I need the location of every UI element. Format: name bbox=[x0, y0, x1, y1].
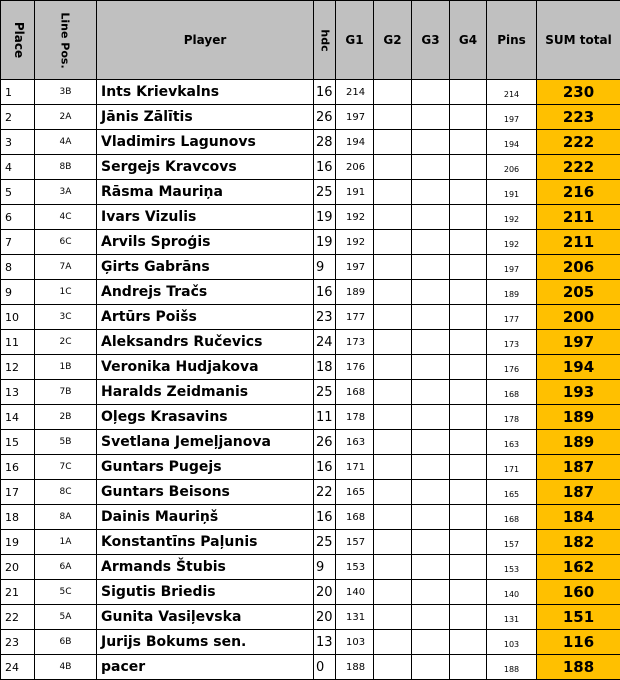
pins-cell: 171 bbox=[487, 455, 537, 480]
player-name: Dainis Mauriņš bbox=[97, 505, 314, 530]
g1-cell: 171 bbox=[336, 455, 374, 480]
place-cell: 6 bbox=[1, 205, 35, 230]
player-name: Artūrs Poišs bbox=[97, 305, 314, 330]
g2-cell bbox=[374, 530, 412, 555]
sum-total-cell: 189 bbox=[537, 405, 620, 430]
g3-cell bbox=[412, 205, 450, 230]
g2-cell bbox=[374, 555, 412, 580]
pins-cell: 103 bbox=[487, 630, 537, 655]
line-pos-cell: 2B bbox=[35, 405, 97, 430]
line-pos-cell: 6C bbox=[35, 230, 97, 255]
table-row bbox=[1, 80, 620, 105]
table-row bbox=[1, 580, 620, 605]
line-pos-cell: 1A bbox=[35, 530, 97, 555]
pins-cell: 178 bbox=[487, 405, 537, 430]
hdc-cell: 0 bbox=[314, 655, 336, 680]
place-cell: 14 bbox=[1, 405, 35, 430]
line-pos-cell: 5C bbox=[35, 580, 97, 605]
table-row bbox=[1, 655, 620, 680]
line-pos-cell: 7B bbox=[35, 380, 97, 405]
g1-cell: 189 bbox=[336, 280, 374, 305]
g2-cell bbox=[374, 655, 412, 680]
player-name: Rāsma Mauriņa bbox=[97, 180, 314, 205]
g4-cell bbox=[450, 180, 487, 205]
g4-cell bbox=[450, 555, 487, 580]
line-pos-cell: 4B bbox=[35, 655, 97, 680]
table-row bbox=[1, 280, 620, 305]
g1-cell: 192 bbox=[336, 230, 374, 255]
pins-cell: 163 bbox=[487, 430, 537, 455]
g2-cell bbox=[374, 80, 412, 105]
g2-cell bbox=[374, 630, 412, 655]
results-body bbox=[1, 80, 620, 680]
table-row bbox=[1, 305, 620, 330]
g1-cell: 178 bbox=[336, 405, 374, 430]
hdc-cell: 19 bbox=[314, 230, 336, 255]
hdc-cell: 16 bbox=[314, 155, 336, 180]
table-row bbox=[1, 605, 620, 630]
player-name: Sergejs Kravcovs bbox=[97, 155, 314, 180]
line-pos-cell: 5B bbox=[35, 430, 97, 455]
g2-cell bbox=[374, 130, 412, 155]
player-name: Arvils Sproģis bbox=[97, 230, 314, 255]
g1-cell: 176 bbox=[336, 355, 374, 380]
sum-total-cell: 211 bbox=[537, 205, 620, 230]
header-g3: G3 bbox=[412, 1, 450, 80]
g1-cell: 153 bbox=[336, 555, 374, 580]
header-g1: G1 bbox=[336, 1, 374, 80]
g2-cell bbox=[374, 205, 412, 230]
place-cell: 12 bbox=[1, 355, 35, 380]
line-pos-cell: 4A bbox=[35, 130, 97, 155]
g4-cell bbox=[450, 80, 487, 105]
g3-cell bbox=[412, 405, 450, 430]
pins-cell: 206 bbox=[487, 155, 537, 180]
place-cell: 23 bbox=[1, 630, 35, 655]
g4-cell bbox=[450, 430, 487, 455]
g4-cell bbox=[450, 330, 487, 355]
g2-cell bbox=[374, 330, 412, 355]
g1-cell: 163 bbox=[336, 430, 374, 455]
g1-cell: 103 bbox=[336, 630, 374, 655]
g4-cell bbox=[450, 105, 487, 130]
g3-cell bbox=[412, 630, 450, 655]
place-cell: 10 bbox=[1, 305, 35, 330]
pins-cell: 188 bbox=[487, 655, 537, 680]
table-row bbox=[1, 155, 620, 180]
pins-cell: 176 bbox=[487, 355, 537, 380]
g1-cell: 168 bbox=[336, 505, 374, 530]
player-name: pacer bbox=[97, 655, 314, 680]
line-pos-cell: 5A bbox=[35, 605, 97, 630]
sum-total-cell: 216 bbox=[537, 180, 620, 205]
g2-cell bbox=[374, 305, 412, 330]
player-name: Guntars Pugejs bbox=[97, 455, 314, 480]
pins-cell: 157 bbox=[487, 530, 537, 555]
hdc-cell: 24 bbox=[314, 330, 336, 355]
table-row bbox=[1, 355, 620, 380]
header-g2: G2 bbox=[374, 1, 412, 80]
g4-cell bbox=[450, 255, 487, 280]
hdc-cell: 9 bbox=[314, 555, 336, 580]
g3-cell bbox=[412, 555, 450, 580]
place-cell: 3 bbox=[1, 130, 35, 155]
hdc-cell: 25 bbox=[314, 180, 336, 205]
g4-cell bbox=[450, 530, 487, 555]
sum-total-cell: 151 bbox=[537, 605, 620, 630]
pins-cell: 168 bbox=[487, 380, 537, 405]
line-pos-cell: 4C bbox=[35, 205, 97, 230]
g1-cell: 168 bbox=[336, 380, 374, 405]
table-row bbox=[1, 430, 620, 455]
pins-cell: 168 bbox=[487, 505, 537, 530]
place-cell: 24 bbox=[1, 655, 35, 680]
g4-cell bbox=[450, 455, 487, 480]
hdc-cell: 28 bbox=[314, 130, 336, 155]
g3-cell bbox=[412, 80, 450, 105]
line-pos-cell: 7A bbox=[35, 255, 97, 280]
g3-cell bbox=[412, 505, 450, 530]
place-cell: 7 bbox=[1, 230, 35, 255]
line-pos-cell: 2A bbox=[35, 105, 97, 130]
sum-total-cell: 206 bbox=[537, 255, 620, 280]
table-row bbox=[1, 555, 620, 580]
player-name: Veronika Hudjakova bbox=[97, 355, 314, 380]
place-cell: 21 bbox=[1, 580, 35, 605]
g4-cell bbox=[450, 480, 487, 505]
g2-cell bbox=[374, 455, 412, 480]
line-pos-cell: 1C bbox=[35, 280, 97, 305]
line-pos-cell: 8A bbox=[35, 505, 97, 530]
g3-cell bbox=[412, 530, 450, 555]
g3-cell bbox=[412, 230, 450, 255]
place-cell: 11 bbox=[1, 330, 35, 355]
table-row bbox=[1, 530, 620, 555]
g3-cell bbox=[412, 130, 450, 155]
sum-total-cell: 223 bbox=[537, 105, 620, 130]
g3-cell bbox=[412, 605, 450, 630]
place-cell: 22 bbox=[1, 605, 35, 630]
header-line-pos: Line Pos. bbox=[35, 1, 97, 80]
g3-cell bbox=[412, 330, 450, 355]
table-row bbox=[1, 380, 620, 405]
sum-total-cell: 193 bbox=[537, 380, 620, 405]
player-name: Ģirts Gabrāns bbox=[97, 255, 314, 280]
table-row bbox=[1, 630, 620, 655]
sum-total-cell: 182 bbox=[537, 530, 620, 555]
line-pos-cell: 3B bbox=[35, 80, 97, 105]
hdc-cell: 20 bbox=[314, 605, 336, 630]
line-pos-cell: 6B bbox=[35, 630, 97, 655]
hdc-cell: 13 bbox=[314, 630, 336, 655]
sum-total-cell: 188 bbox=[537, 655, 620, 680]
table-row bbox=[1, 330, 620, 355]
g1-cell: 206 bbox=[336, 155, 374, 180]
g4-cell bbox=[450, 405, 487, 430]
player-name: Aleksandrs Ručevics bbox=[97, 330, 314, 355]
player-name: Sigutis Briedis bbox=[97, 580, 314, 605]
g1-cell: 191 bbox=[336, 180, 374, 205]
g2-cell bbox=[374, 580, 412, 605]
g3-cell bbox=[412, 480, 450, 505]
line-pos-cell: 6A bbox=[35, 555, 97, 580]
place-cell: 9 bbox=[1, 280, 35, 305]
g2-cell bbox=[374, 505, 412, 530]
place-cell: 2 bbox=[1, 105, 35, 130]
pins-cell: 173 bbox=[487, 330, 537, 355]
sum-total-cell: 194 bbox=[537, 355, 620, 380]
g2-cell bbox=[374, 480, 412, 505]
g2-cell bbox=[374, 405, 412, 430]
g3-cell bbox=[412, 380, 450, 405]
player-name: Ints Krievkalns bbox=[97, 80, 314, 105]
g3-cell bbox=[412, 455, 450, 480]
place-cell: 19 bbox=[1, 530, 35, 555]
line-pos-cell: 3C bbox=[35, 305, 97, 330]
g1-cell: 197 bbox=[336, 105, 374, 130]
g1-cell: 177 bbox=[336, 305, 374, 330]
g4-cell bbox=[450, 130, 487, 155]
g4-cell bbox=[450, 505, 487, 530]
hdc-cell: 18 bbox=[314, 355, 336, 380]
g3-cell bbox=[412, 355, 450, 380]
player-name: Oļegs Krasavins bbox=[97, 405, 314, 430]
place-cell: 15 bbox=[1, 430, 35, 455]
sum-total-cell: 205 bbox=[537, 280, 620, 305]
g1-cell: 173 bbox=[336, 330, 374, 355]
player-name: Guntars Beisons bbox=[97, 480, 314, 505]
table-row bbox=[1, 130, 620, 155]
header-sum-total: SUM total bbox=[537, 1, 620, 80]
hdc-cell: 20 bbox=[314, 580, 336, 605]
header-g4: G4 bbox=[450, 1, 487, 80]
sum-total-cell: 222 bbox=[537, 130, 620, 155]
pins-cell: 192 bbox=[487, 230, 537, 255]
place-cell: 16 bbox=[1, 455, 35, 480]
g1-cell: 188 bbox=[336, 655, 374, 680]
g3-cell bbox=[412, 255, 450, 280]
g3-cell bbox=[412, 180, 450, 205]
place-cell: 1 bbox=[1, 80, 35, 105]
hdc-cell: 16 bbox=[314, 80, 336, 105]
g4-cell bbox=[450, 380, 487, 405]
hdc-cell: 9 bbox=[314, 255, 336, 280]
table-row bbox=[1, 255, 620, 280]
g3-cell bbox=[412, 655, 450, 680]
g2-cell bbox=[374, 280, 412, 305]
table-row bbox=[1, 480, 620, 505]
g1-cell: 157 bbox=[336, 530, 374, 555]
sum-total-cell: 187 bbox=[537, 480, 620, 505]
sum-total-cell: 222 bbox=[537, 155, 620, 180]
sum-total-cell: 116 bbox=[537, 630, 620, 655]
pins-cell: 131 bbox=[487, 605, 537, 630]
g2-cell bbox=[374, 430, 412, 455]
pins-cell: 177 bbox=[487, 305, 537, 330]
g3-cell bbox=[412, 580, 450, 605]
place-cell: 20 bbox=[1, 555, 35, 580]
g4-cell bbox=[450, 305, 487, 330]
g4-cell bbox=[450, 230, 487, 255]
player-name: Gunita Vasiļevska bbox=[97, 605, 314, 630]
header-pins: Pins bbox=[487, 1, 537, 80]
g1-cell: 194 bbox=[336, 130, 374, 155]
g4-cell bbox=[450, 155, 487, 180]
g3-cell bbox=[412, 280, 450, 305]
header-player: Player bbox=[97, 1, 314, 80]
hdc-cell: 25 bbox=[314, 530, 336, 555]
hdc-cell: 25 bbox=[314, 380, 336, 405]
player-name: Svetlana Jemeļjanova bbox=[97, 430, 314, 455]
table-row bbox=[1, 205, 620, 230]
hdc-cell: 16 bbox=[314, 455, 336, 480]
hdc-cell: 26 bbox=[314, 105, 336, 130]
player-name: Vladimirs Lagunovs bbox=[97, 130, 314, 155]
table-row bbox=[1, 105, 620, 130]
g2-cell bbox=[374, 155, 412, 180]
hdc-cell: 16 bbox=[314, 280, 336, 305]
sum-total-cell: 230 bbox=[537, 80, 620, 105]
g2-cell bbox=[374, 255, 412, 280]
sum-total-cell: 162 bbox=[537, 555, 620, 580]
g3-cell bbox=[412, 105, 450, 130]
hdc-cell: 19 bbox=[314, 205, 336, 230]
sum-total-cell: 200 bbox=[537, 305, 620, 330]
place-cell: 18 bbox=[1, 505, 35, 530]
g1-cell: 131 bbox=[336, 605, 374, 630]
line-pos-cell: 8C bbox=[35, 480, 97, 505]
g1-cell: 214 bbox=[336, 80, 374, 105]
sum-total-cell: 211 bbox=[537, 230, 620, 255]
pins-cell: 197 bbox=[487, 255, 537, 280]
hdc-cell: 11 bbox=[314, 405, 336, 430]
table-row bbox=[1, 405, 620, 430]
g2-cell bbox=[374, 355, 412, 380]
player-name: Jurijs Bokums sen. bbox=[97, 630, 314, 655]
g1-cell: 140 bbox=[336, 580, 374, 605]
player-name: Konstantīns Paļunis bbox=[97, 530, 314, 555]
pins-cell: 194 bbox=[487, 130, 537, 155]
line-pos-cell: 3A bbox=[35, 180, 97, 205]
g4-cell bbox=[450, 630, 487, 655]
pins-cell: 192 bbox=[487, 205, 537, 230]
g2-cell bbox=[374, 105, 412, 130]
pins-cell: 140 bbox=[487, 580, 537, 605]
sum-total-cell: 197 bbox=[537, 330, 620, 355]
g1-cell: 165 bbox=[336, 480, 374, 505]
line-pos-cell: 1B bbox=[35, 355, 97, 380]
sum-total-cell: 187 bbox=[537, 455, 620, 480]
g3-cell bbox=[412, 430, 450, 455]
g4-cell bbox=[450, 205, 487, 230]
pins-cell: 189 bbox=[487, 280, 537, 305]
pins-cell: 214 bbox=[487, 80, 537, 105]
g2-cell bbox=[374, 380, 412, 405]
line-pos-cell: 7C bbox=[35, 455, 97, 480]
header-place: Place bbox=[1, 1, 35, 80]
pins-cell: 197 bbox=[487, 105, 537, 130]
g4-cell bbox=[450, 655, 487, 680]
pins-cell: 153 bbox=[487, 555, 537, 580]
g2-cell bbox=[374, 180, 412, 205]
g4-cell bbox=[450, 355, 487, 380]
g3-cell bbox=[412, 155, 450, 180]
g2-cell bbox=[374, 605, 412, 630]
g1-cell: 192 bbox=[336, 205, 374, 230]
header-hdc: hdc bbox=[314, 1, 336, 80]
g2-cell bbox=[374, 230, 412, 255]
player-name: Ivars Vizulis bbox=[97, 205, 314, 230]
player-name: Andrejs Tračs bbox=[97, 280, 314, 305]
sum-total-cell: 189 bbox=[537, 430, 620, 455]
header-row bbox=[1, 1, 620, 80]
place-cell: 4 bbox=[1, 155, 35, 180]
line-pos-cell: 8B bbox=[35, 155, 97, 180]
hdc-cell: 22 bbox=[314, 480, 336, 505]
pins-cell: 165 bbox=[487, 480, 537, 505]
table-row bbox=[1, 455, 620, 480]
g1-cell: 197 bbox=[336, 255, 374, 280]
player-name: Jānis Zālītis bbox=[97, 105, 314, 130]
hdc-cell: 26 bbox=[314, 430, 336, 455]
table-row bbox=[1, 180, 620, 205]
line-pos-cell: 2C bbox=[35, 330, 97, 355]
place-cell: 5 bbox=[1, 180, 35, 205]
table-row bbox=[1, 505, 620, 530]
sum-total-cell: 160 bbox=[537, 580, 620, 605]
g4-cell bbox=[450, 280, 487, 305]
hdc-cell: 23 bbox=[314, 305, 336, 330]
player-name: Armands Štubis bbox=[97, 555, 314, 580]
table-row bbox=[1, 230, 620, 255]
g4-cell bbox=[450, 580, 487, 605]
hdc-cell: 16 bbox=[314, 505, 336, 530]
place-cell: 13 bbox=[1, 380, 35, 405]
place-cell: 17 bbox=[1, 480, 35, 505]
player-name: Haralds Zeidmanis bbox=[97, 380, 314, 405]
g4-cell bbox=[450, 605, 487, 630]
sum-total-cell: 184 bbox=[537, 505, 620, 530]
pins-cell: 191 bbox=[487, 180, 537, 205]
place-cell: 8 bbox=[1, 255, 35, 280]
g3-cell bbox=[412, 305, 450, 330]
